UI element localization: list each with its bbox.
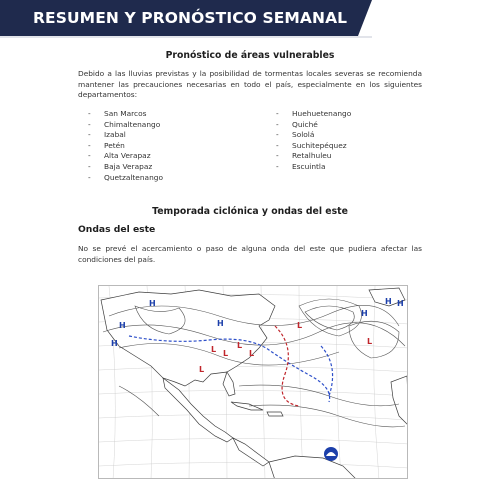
parallel-line [99, 366, 408, 372]
department-item [276, 141, 351, 152]
vulnerable-areas-title: Pronóstico de áreas vulnerables [165, 50, 335, 61]
parallel-line [99, 438, 408, 444]
department-item [88, 120, 163, 131]
list-bullet: - [88, 172, 91, 182]
page-title: RESUMEN Y PRONÓSTICO SEMANAL [33, 9, 348, 27]
vulnerable-areas-paragraph: Debido a las lluvias previstas y la posibilidad de tormentas locales severas se recomienda mantener las precauciones necesarias en todo el país, especialmente en los siguientes departamentos: [78, 69, 422, 100]
header-shadow [0, 36, 372, 38]
department-name: San Marcos [104, 109, 147, 118]
list-bullet: - [88, 151, 91, 161]
department-item [276, 120, 351, 131]
department-item [276, 162, 351, 173]
surface-forecast-map [98, 285, 408, 479]
hispaniola-island [267, 412, 283, 416]
department-item [276, 151, 351, 162]
department-name: Chimaltenango [104, 119, 161, 129]
meridian-line [299, 286, 303, 479]
list-bullet: - [88, 140, 91, 150]
easterly-waves-paragraph: No se prevé el acercamiento o paso de alguna onda del este que pudiera afectar las condiciones del país. [78, 244, 422, 264]
low-pressure-label: L [367, 337, 373, 346]
department-item [88, 141, 163, 152]
department-item [88, 151, 163, 162]
list-bullet: - [276, 130, 279, 140]
department-name: Baja Verapaz [104, 161, 153, 171]
high-pressure-label: H [361, 309, 368, 318]
weather-front [275, 326, 299, 406]
list-bullet: - [276, 109, 279, 118]
department-name: Suchitepéquez [292, 140, 347, 150]
high-pressure-label: H [149, 299, 156, 308]
department-name: Escuintla [292, 161, 326, 171]
low-pressure-label: L [223, 349, 229, 358]
departments-list-left [88, 109, 163, 183]
department-name: Sololá [292, 130, 315, 140]
parallel-line [99, 390, 408, 396]
department-name: Quiché [292, 119, 318, 129]
noaa-logo [324, 447, 338, 461]
weather-map-graphic [99, 286, 408, 479]
department-name: Alta Verapaz [104, 151, 151, 161]
department-name: Quetzaltenango [104, 172, 163, 182]
low-pressure-label: L [199, 365, 205, 374]
department-item [88, 109, 163, 120]
department-name: Huehuetenango [292, 109, 352, 118]
list-bullet: - [88, 161, 91, 171]
list-bullet: - [88, 130, 91, 140]
list-bullet: - [276, 161, 279, 171]
cyclonic-season-title: Temporada ciclónica y ondas del este [152, 206, 348, 217]
low-pressure-label: L [249, 349, 255, 358]
meridian-line [337, 286, 342, 479]
departments-list-right [276, 109, 351, 173]
cuba-island [231, 402, 263, 410]
north-america-landmass [101, 290, 275, 386]
department-item [88, 162, 163, 173]
parallel-line [99, 414, 408, 420]
list-bullet: - [88, 119, 91, 129]
low-pressure-label: L [211, 345, 217, 354]
parallel-line [99, 462, 408, 468]
list-bullet: - [276, 140, 279, 150]
high-pressure-label: H [397, 299, 404, 308]
list-bullet: - [276, 119, 279, 129]
mexico-landmass [163, 378, 233, 442]
department-name: Retalhuleu [292, 151, 332, 161]
department-item [88, 173, 163, 184]
africa-west-coast [391, 376, 408, 426]
central-america [233, 438, 269, 466]
high-pressure-label: H [119, 321, 126, 330]
list-bullet: - [88, 109, 91, 118]
high-pressure-label: H [111, 339, 118, 348]
florida-peninsula [223, 372, 235, 396]
low-pressure-label: L [237, 341, 243, 350]
list-bullet: - [276, 151, 279, 161]
high-pressure-label: H [385, 297, 392, 306]
easterly-waves-subheading: Ondas del este [78, 224, 156, 235]
department-item [276, 109, 351, 120]
isobar-line [119, 386, 159, 416]
high-pressure-label: H [217, 319, 224, 328]
isobar-line [305, 306, 354, 330]
low-pressure-label: L [297, 321, 303, 330]
south-america-landmass [269, 456, 357, 479]
department-item [276, 130, 351, 141]
department-item [88, 130, 163, 141]
isobar-line [299, 299, 362, 336]
department-name: Izabal [104, 130, 126, 140]
department-name: Petén [104, 140, 125, 150]
meridian-line [374, 286, 379, 479]
